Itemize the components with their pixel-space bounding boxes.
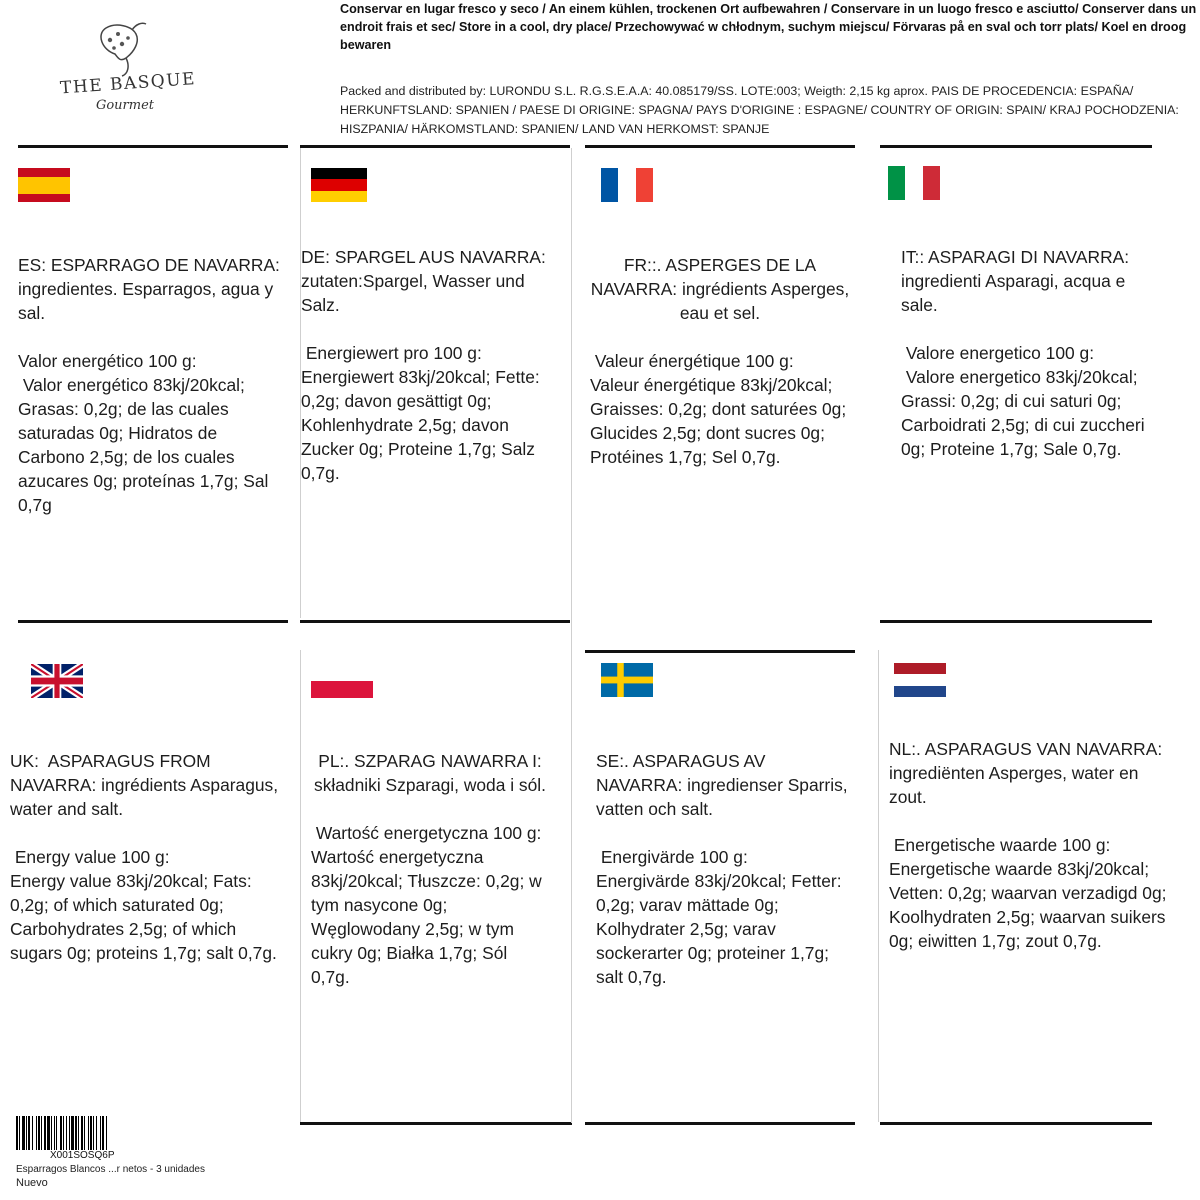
panel-title: FR::. ASPERGES DE LA NAVARRA: ingrédients Asperges, eau et sel. — [590, 255, 850, 323]
panel-title: UK: ASPARAGUS FROM NAVARRA: ingrédients Asparagus, water and salt. — [10, 751, 283, 819]
panel-title: IT:: ASPARAGI DI NAVARRA: ingredienti Asparagi, acqua e sale. — [901, 247, 1130, 315]
panel-title: PL:. SZPARAG NAWARRA I: składniki Szparagi, woda i sól. — [314, 751, 546, 795]
nutrition-heading: Energivärde 100 g: — [596, 847, 748, 867]
column-divider — [571, 148, 572, 1123]
panel-title: SE:. ASPARAGUS AV NAVARRA: ingredienser Sparris, vatten och salt. — [596, 751, 848, 819]
divider — [880, 1122, 1152, 1125]
nutrition-details: Valeur énergétique 83kj/20kcal; Graisses: 0,2g; dont saturées 0g; Glucides 2,5g; dont sucres 0g; Protéines 1,7g; Sel 0,7g. — [590, 375, 847, 467]
brand-subtitle: Gourmet — [95, 98, 155, 113]
divider — [585, 650, 855, 653]
product-description: Esparragos Blancos ...r netos - 3 unidades — [16, 1164, 205, 1175]
divider — [300, 1122, 572, 1125]
divider — [300, 620, 570, 623]
nutrition-details: Energiewert 83kj/20kcal; Fette: 0,2g; davon gesättigt 0g; Kohlenhydrate 2,5g; davon Zucker 0g; Proteine 1,7g; Salz 0,7g. — [301, 367, 540, 483]
panel-se — [596, 749, 852, 989]
product-condition: Nuevo — [16, 1177, 48, 1189]
uk-flag-icon — [31, 664, 83, 698]
nutrition-heading: Valor energético 100 g: — [18, 351, 197, 371]
brand-logo — [59, 18, 197, 128]
panel-title: DE: SPARGEL AUS NAVARRA: zutaten:Spargel, Wasser und Salz. — [301, 247, 546, 315]
nutrition-heading: Valeur énergétique 100 g: — [590, 351, 794, 371]
barcode — [14, 1116, 158, 1150]
nutrition-details: Wartość energetyczna 83kj/20kcal; Tłuszcze: 0,2g; w tym nasycone 0g; Węglowodany 2,5g; w tym cukry 0g; Białka 1,7g; Sól 0,7g. — [311, 847, 542, 987]
nutrition-heading: Wartość energetyczna 100 g: — [311, 823, 542, 843]
panel-nl — [889, 737, 1179, 953]
panel-pl — [311, 749, 549, 989]
panel-title: NL:. ASPARAGUS VAN NAVARRA: ingrediënten Asperges, water en zout. — [889, 739, 1163, 807]
divider — [585, 145, 855, 148]
nutrition-details: Valore energetico 83kj/20kcal; Grassi: 0,2g; di cui saturi 0g; Carboidrati 2,5g; di cui zuccheri 0g; Proteine 1,7g; Sale 0,7g. — [901, 367, 1150, 459]
nutrition-details: Energivärde 83kj/20kcal; Fetter: 0,2g; varav mättade 0g; Kolhydrater 2,5g; varav sockerarter 0g; proteiner 1,7g; salt 0,7g. — [596, 871, 842, 987]
spain-flag-icon — [18, 168, 70, 202]
storage-instructions: Conservar en lugar fresco y seco / An einem kühlen, trockenen Ort aufbewahren / Conservare in un luogo fresco e asciutto/ Conserver dans un endroit frais et sec/ Store in a cool, dry place/ Przechowywać w chłodnym, suchym miejscu/ Förvaras på en sval och torr plats/ Koel en droog bewaren — [340, 2, 1197, 52]
netherlands-flag-icon — [894, 663, 946, 697]
germany-flag-icon — [311, 168, 367, 202]
divider — [585, 1122, 855, 1125]
sweden-flag-icon — [601, 663, 653, 697]
nutrition-heading: Energiewert pro 100 g: — [301, 343, 482, 363]
divider — [300, 145, 570, 148]
chili-pepper-icon — [60, 18, 190, 78]
divider — [18, 145, 288, 148]
divider — [18, 620, 288, 623]
italy-flag-icon — [888, 166, 940, 200]
brand-name: THE BASQUE — [59, 69, 197, 99]
france-flag-icon — [601, 168, 653, 202]
panel-uk — [10, 749, 290, 965]
nutrition-heading: Energy value 100 g: — [10, 847, 170, 867]
panel-de — [301, 245, 563, 485]
nutrition-heading: Energetische waarde 100 g: — [889, 835, 1111, 855]
barcode-id: X001SOSQ6P — [50, 1150, 115, 1161]
panel-it — [901, 245, 1163, 461]
poland-flag-icon — [311, 664, 373, 698]
panel-es — [18, 253, 280, 517]
nutrition-details: Energy value 83kj/20kcal; Fats: 0,2g; of which saturated 0g; Carbohydrates 2,5g; of which sugars 0g; proteins 1,7g; salt 0,7g. — [10, 871, 277, 963]
nutrition-heading: Valore energetico 100 g: — [901, 343, 1095, 363]
column-divider — [300, 650, 301, 1122]
divider — [880, 145, 1152, 148]
column-divider — [878, 650, 879, 1122]
panel-fr — [590, 253, 850, 469]
nutrition-details: Valor energético 83kj/20kcal; Grasas: 0,2g; de las cuales saturadas 0g; Hidratos de Carbono 2,5g; de los cuales azucares 0g; proteínas 1,7g; Sal 0,7g — [18, 375, 274, 515]
panel-title: ES: ESPARRAGO DE NAVARRA: ingredientes. Esparragos, agua y sal. — [18, 255, 280, 323]
divider — [880, 620, 1152, 623]
nutrition-details: Energetische waarde 83kj/20kcal; Vetten: 0,2g; waarvan verzadigd 0g; Koolhydraten 2,5g; waarvan suikers 0g; eiwitten 1,7g; zout 0,7g. — [889, 859, 1167, 951]
packer-info: Packed and distributed by: LURONDU S.L. R.G.S.E.A.A: 40.085179/SS. LOTE:003; Weigth: 2,15 kg aprox. PAIS DE PROCEDENCIA: ESPAÑA/ HERKUNFTSLAND: SPANIEN / PAESE DI ORIGINE: SPAGNA/ PAYS D'ORIGINE : ESPAGNE/ COUNTRY OF ORIGIN: SPAIN/ KRAJ POCHODZENIA: HISZPANIA/ HÄRKOMSTLAND: SPANIEN/ LAND VAN HERKOMST: SPANJE — [340, 84, 1179, 136]
